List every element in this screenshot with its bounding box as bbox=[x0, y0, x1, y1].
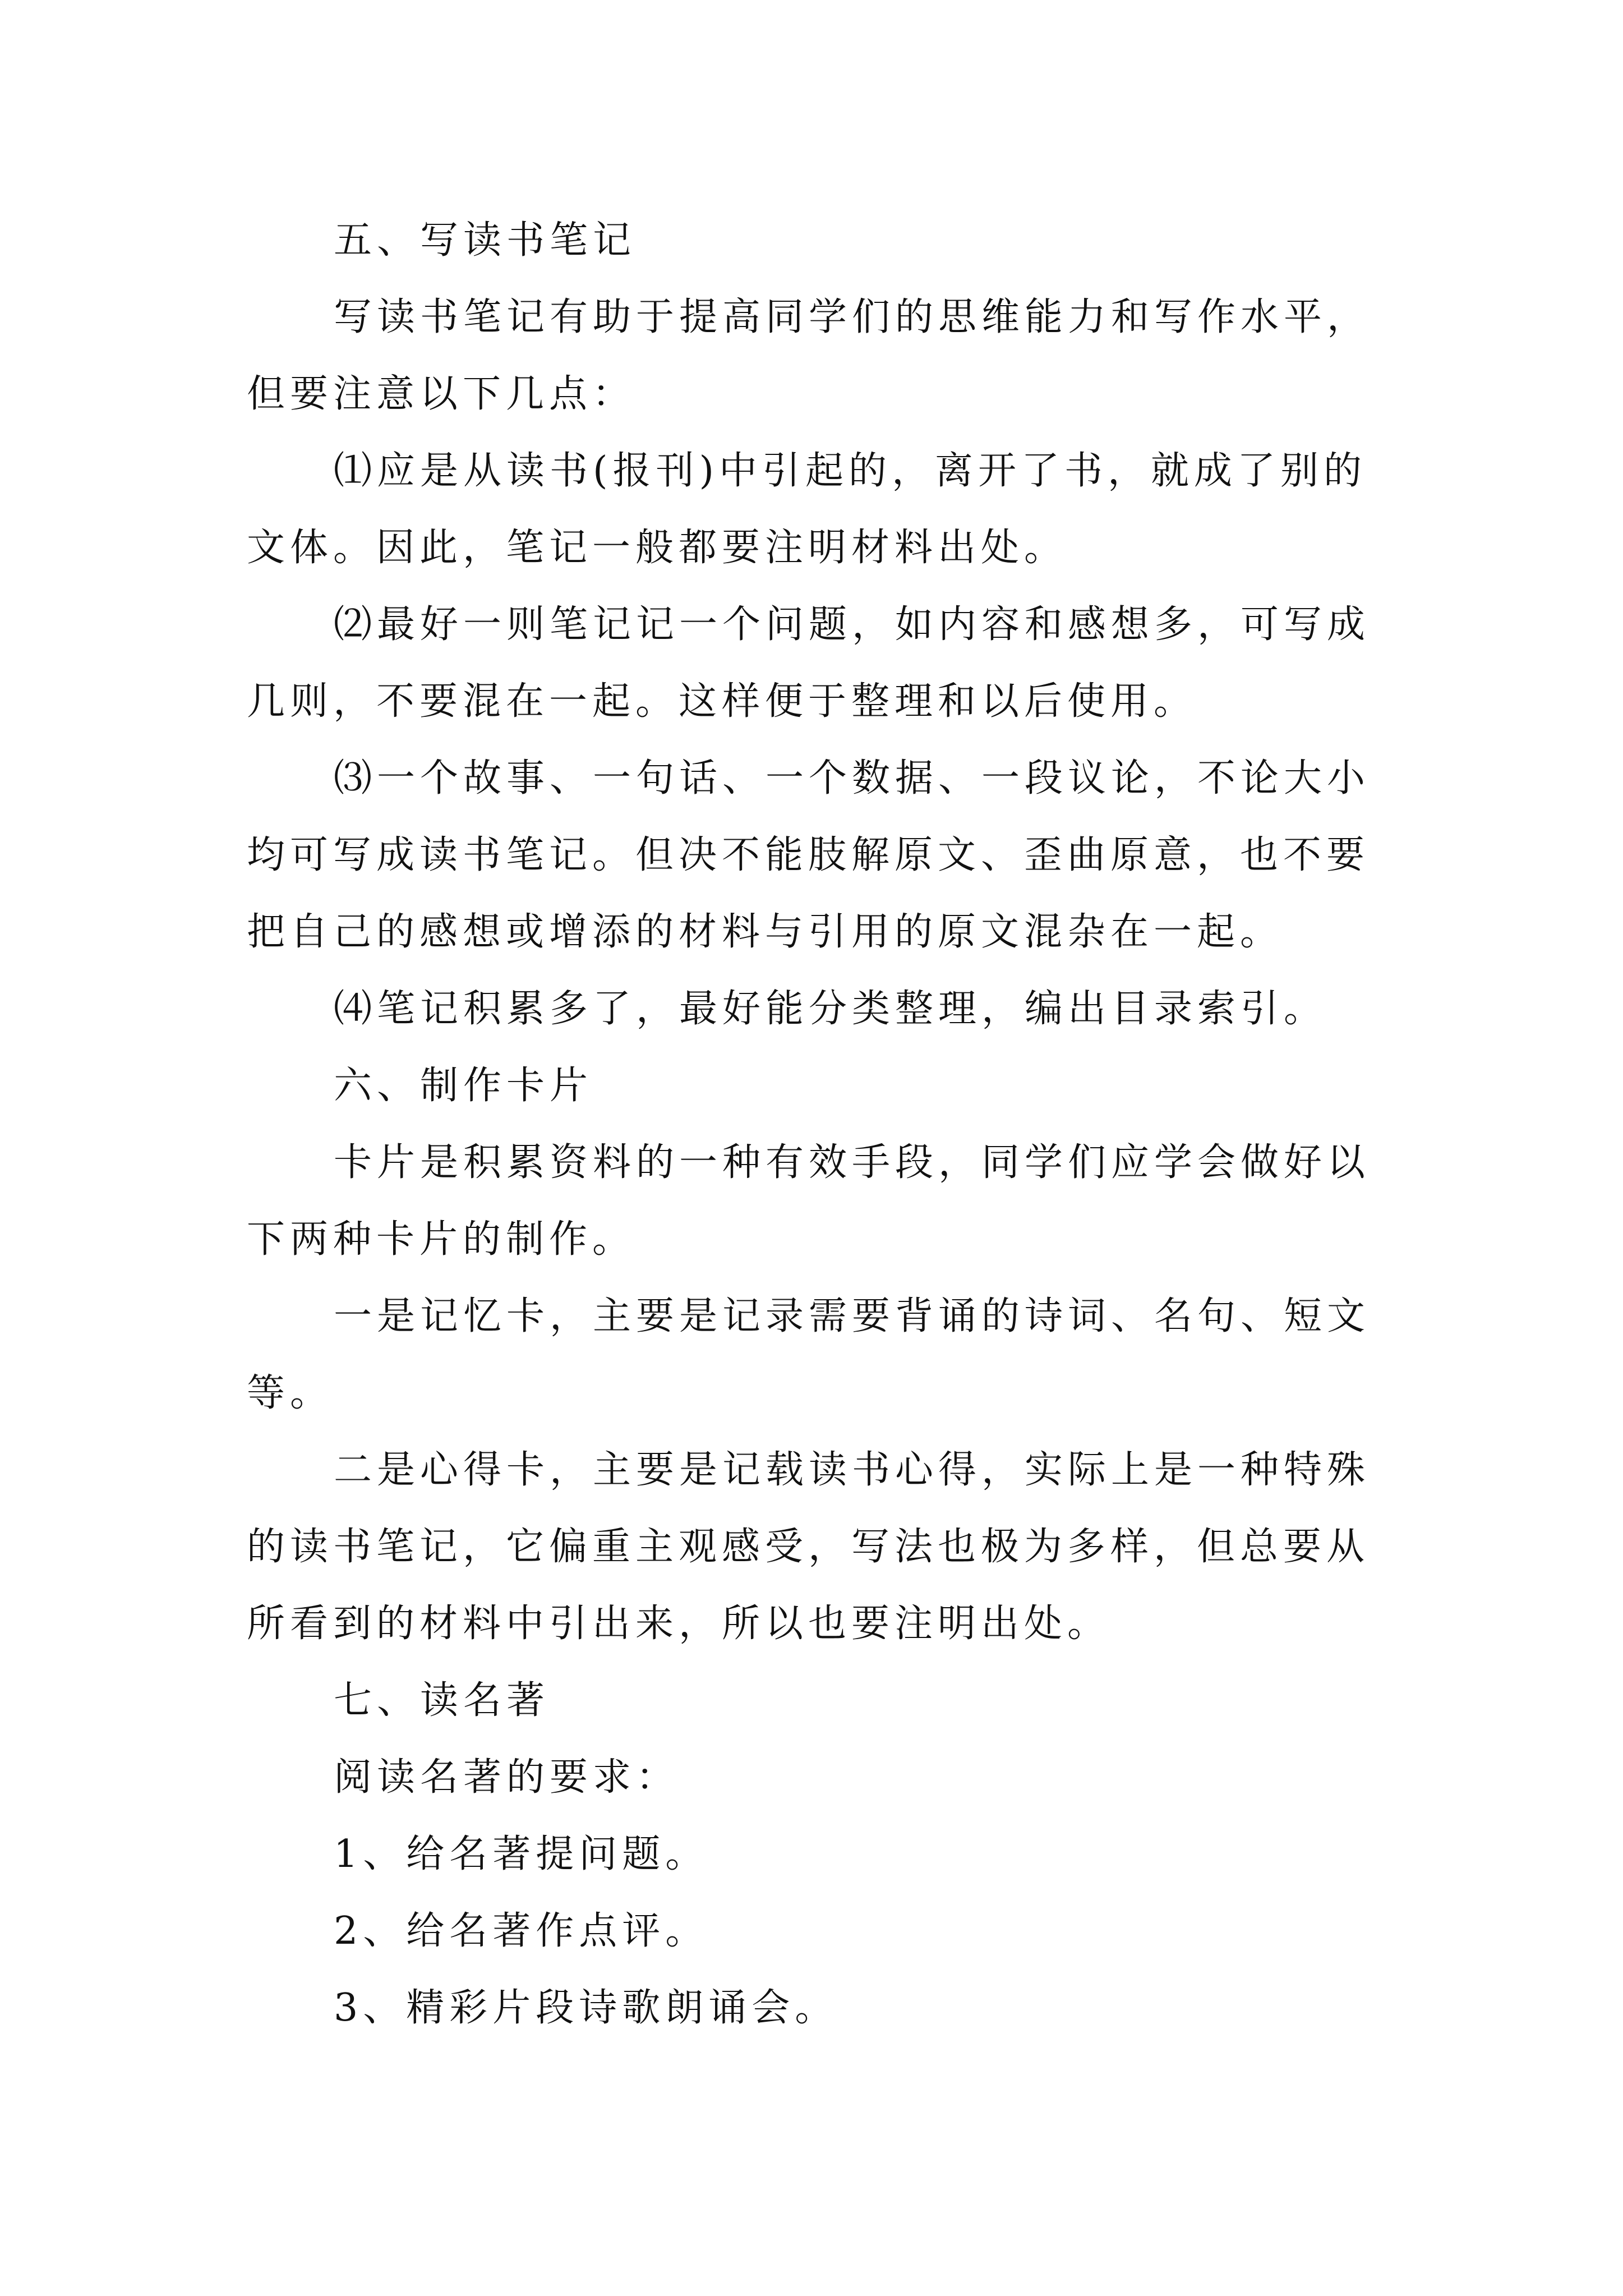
paragraph-notes-intro: 写读书笔记有助于提高同学们的思维能力和写作水平，但要注意以下几点： bbox=[247, 295, 1371, 416]
paragraph-insight-card: 二是心得卡，主要是记载读书心得，实际上是一种特殊的读书笔记，它偏重主观感受，写法也极为多样，但总要从所看到的材料中引出来，所以也要注明出处。 bbox=[247, 1448, 1371, 1646]
paragraph-classics-intro: 阅读名著的要求： bbox=[334, 1755, 680, 1800]
paragraph-memory-card: 一是记忆卡，主要是记录需要背诵的诗词、名句、短文等。 bbox=[247, 1294, 1371, 1415]
section-heading-6: 六、制作卡片 bbox=[334, 1064, 593, 1108]
list-item-classics-1: 1、给名著提问题。 bbox=[334, 1832, 709, 1876]
list-item-note-1: ⑴应是从读书(报刊)中引起的，离开了书，就成了别的文体。因此，笔记一般都要注明材料出处。 bbox=[247, 449, 1367, 570]
list-item-classics-3: 3、精彩片段诗歌朗诵会。 bbox=[334, 1986, 838, 2030]
list-item-classics-2: 2、给名著作点评。 bbox=[334, 1909, 709, 1953]
list-item-note-2: ⑵最好一则笔记记一个问题，如内容和感想多，可写成几则，不要混在一起。这样便于整理和以后使用。 bbox=[247, 602, 1371, 724]
section-heading-5: 五、写读书笔记 bbox=[334, 218, 637, 263]
list-item-note-3: ⑶一个故事、一句话、一个数据、一段议论，不论大小均可写成读书笔记。但决不能肢解原文、歪曲原意，也不要把自己的感想或增添的材料与引用的原文混杂在一起。 bbox=[247, 756, 1371, 954]
paragraph-cards-intro: 卡片是积累资料的一种有效手段，同学们应学会做好以下两种卡片的制作。 bbox=[247, 1140, 1371, 1262]
list-item-note-4: ⑷笔记积累多了，最好能分类整理，编出目录索引。 bbox=[334, 987, 1327, 1031]
section-heading-7: 七、读名著 bbox=[334, 1678, 550, 1723]
document-body bbox=[247, 202, 1391, 2046]
